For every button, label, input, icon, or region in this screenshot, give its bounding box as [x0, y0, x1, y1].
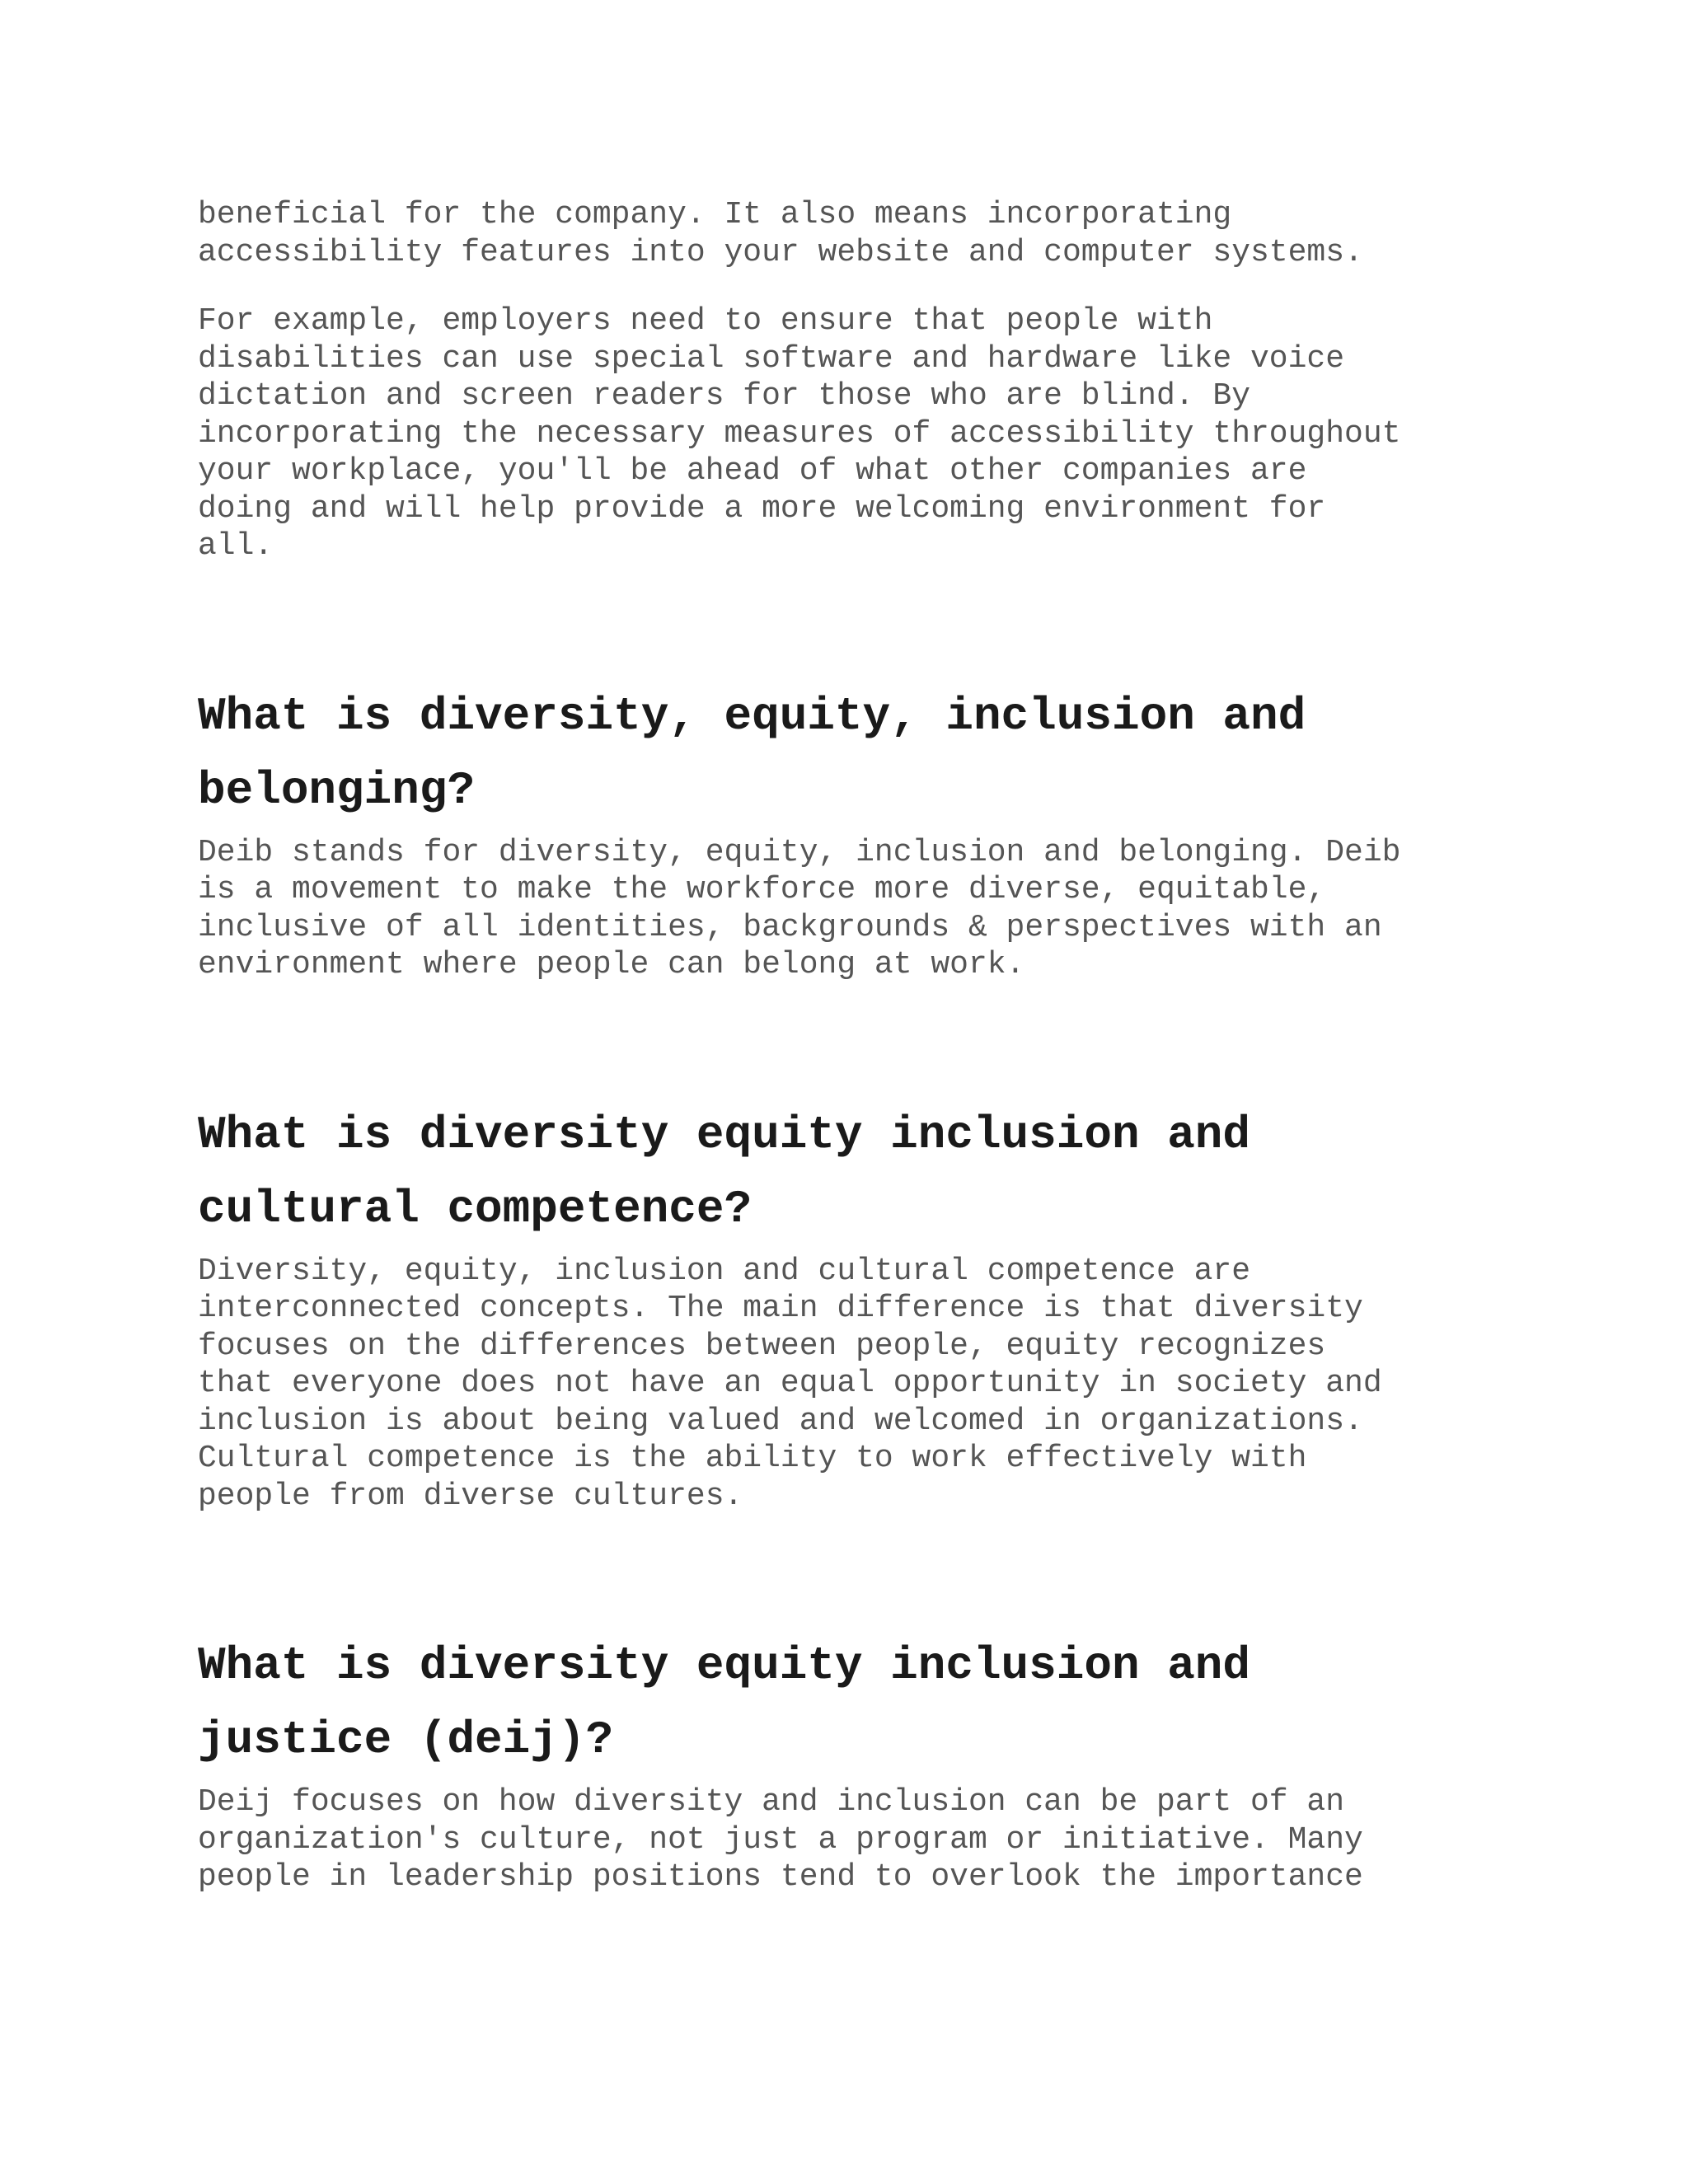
section-heading: What is diversity, equity, inclusion and belonging? — [198, 689, 1306, 817]
section-heading: What is diversity equity inclusion and justice (deij)? — [198, 1639, 1251, 1766]
section-body: Deij focuses on how diversity and inclusion can be part of an organization's culture, not just a program or initiative. Many people in leadership positions tend to overlook the importance — [198, 1784, 1363, 1895]
section-body: Deib stands for diversity, equity, inclusion and belonging. Deib is a movement to make the workforce more diverse, equitable, inclusive of all identities, backgrounds & perspectives with an environment where people can belong at work. — [198, 834, 1401, 982]
intro-paragraph-1: beneficial for the company. It also means incorporating accessibility features into your website and computer systems. — [198, 197, 1363, 270]
section-cultural-competence — [198, 1098, 1500, 1516]
section-deib — [198, 679, 1500, 984]
section-heading: What is diversity equity inclusion and cultural competence? — [198, 1108, 1251, 1235]
section-deij — [198, 1629, 1500, 1896]
intro-paragraph-2: For example, employers need to ensure that people with disabilities can use special software and hardware like voice dictation and screen readers for those who are blind. By incorporating the necessary measures of accessibility throughout your workplace, you'll be ahead of what other companies are doing and will help provide a more welcoming environment for all. — [198, 303, 1401, 564]
document-page — [198, 196, 1500, 1896]
section-body: Diversity, equity, inclusion and cultural competence are interconnected concepts. The main difference is that diversity focuses on the differences between people, equity recognizes that everyone does not have an equal opportunity in society and inclusion is about being valued and welcomed in organizations. Cultural competence is the ability to work effectively with people from diverse cultures. — [198, 1253, 1382, 1514]
